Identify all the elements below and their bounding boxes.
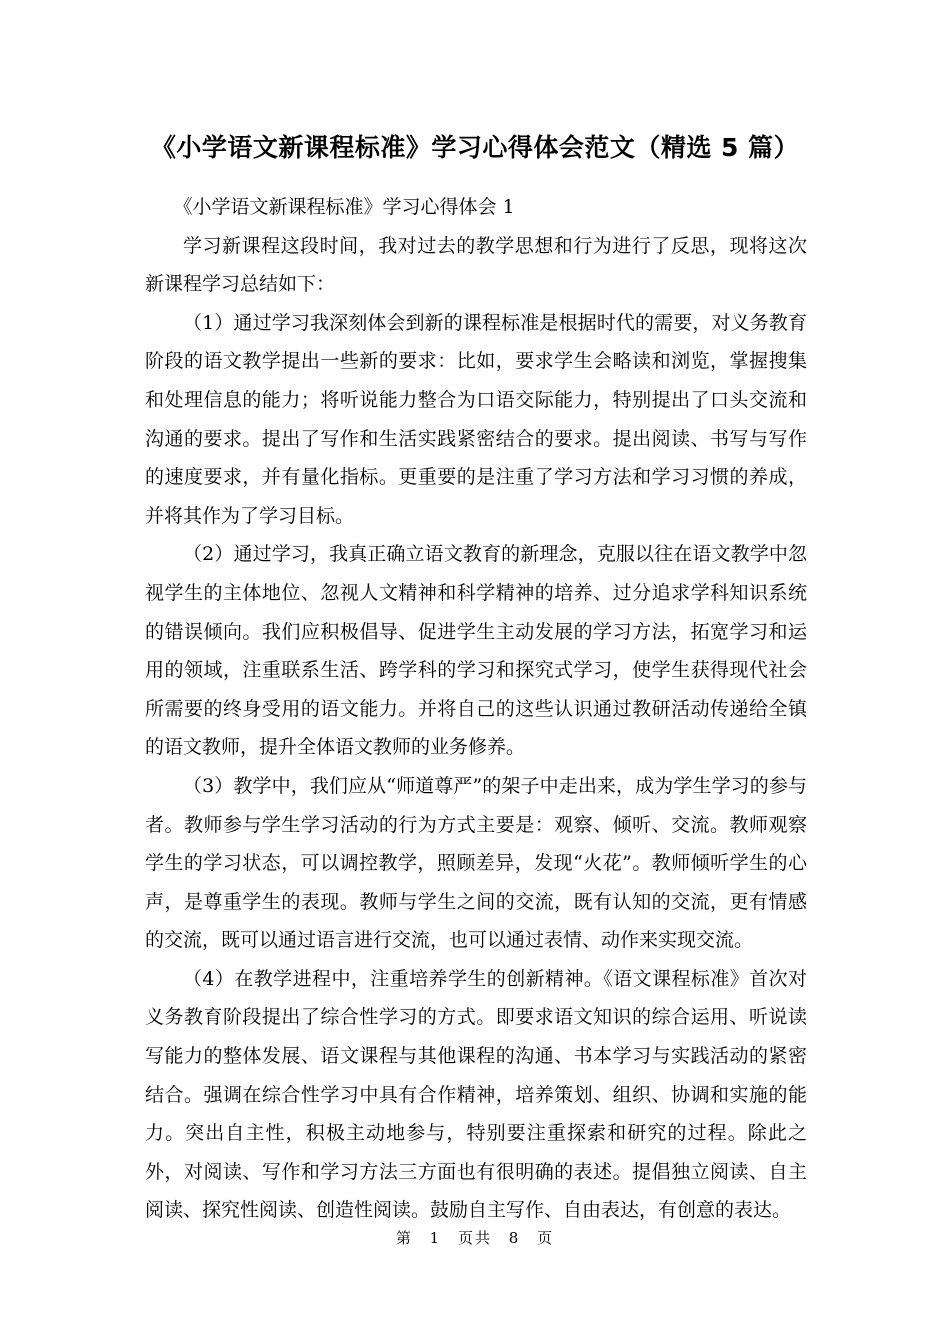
paragraph-point-3: （3）教学中，我们应从“师道尊严”的架子中走出来，成为学生学习的参与者。教师参与学生学习活动的行为方式主要是：观察、倾听、交流。教师观察学生的学习状态，可以调控教学，照顾差异，发现“火花”。教师倾听学生的心声，是尊重学生的表现。教师与学生之间的交流，既有认知的交流，更有情感的交流，既可以通过语言进行交流，也可以通过表情、动作来实现交流。: [145, 774, 807, 952]
paragraph-point-1: （1）通过学习我深刻体会到新的课程标准是根据时代的需要，对义务教育阶段的语文教学提出一些新的要求：比如，要求学生会略读和浏览，掌握搜集和处理信息的能力；将听说能力整合为口语交际能力，特别提出了口头交流和沟通的要求。提出了写作和生活实践紧密结合的要求。提出阅读、书写与写作的速度要求，并有量化指标。更重要的是注重了学习方法和学习习惯的养成，并将其作为了学习目标。: [145, 311, 807, 527]
paragraph-point-2: （2）通过学习，我真正确立语文教育的新理念，克服以往在语文教学中忽视学生的主体地位、忽视人文精神和科学精神的培养、过分追求学科知识系统的错误倾向。我们应积极倡导、促进学生主动发展的学习方法，拓宽学习和运用的领域，注重联系生活、跨学科的学习和探究式学习，使学生获得现代社会所需要的终身受用的语文能力。并将自己的这些认识通过教研活动传递给全镇的语文教师，提升全体语文教师的业务修养。: [145, 543, 807, 759]
paragraph-point-4: （4）在教学进程中，注重培养学生的创新精神。《语文课程标准》首次对义务教育阶段提出了综合性学习的方式。即要求语文知识的综合运用、听说读写能力的整体发展、语文课程与其他课程的沟通、书本学习与实践活动的紧密结合。强调在综合性学习中具有合作精神，培养策划、组织、协调和实施的能力。突出自主性，积极主动地参与，特别要注重探索和研究的过程。除此之外，对阅读、写作和学习方法三方面也有很明确的表述。提倡独立阅读、自主阅读、探究性阅读、创造性阅读。鼓励自主写作、自由表达，有创意的表达。: [145, 967, 807, 1222]
page-number-footer: 第 1 页共 8 页: [395, 1229, 555, 1247]
paragraph-intro: 学习新课程这段时间，我对过去的教学思想和行为进行了反思，现将这次新课程学习总结如下：: [145, 234, 807, 296]
section-heading: 《小学语文新课程标准》学习心得体会 1: [173, 196, 515, 218]
document-title: 《小学语文新课程标准》学习心得体会范文（精选 5 篇）: [150, 133, 800, 162]
document-body: [145, 188, 807, 1230]
